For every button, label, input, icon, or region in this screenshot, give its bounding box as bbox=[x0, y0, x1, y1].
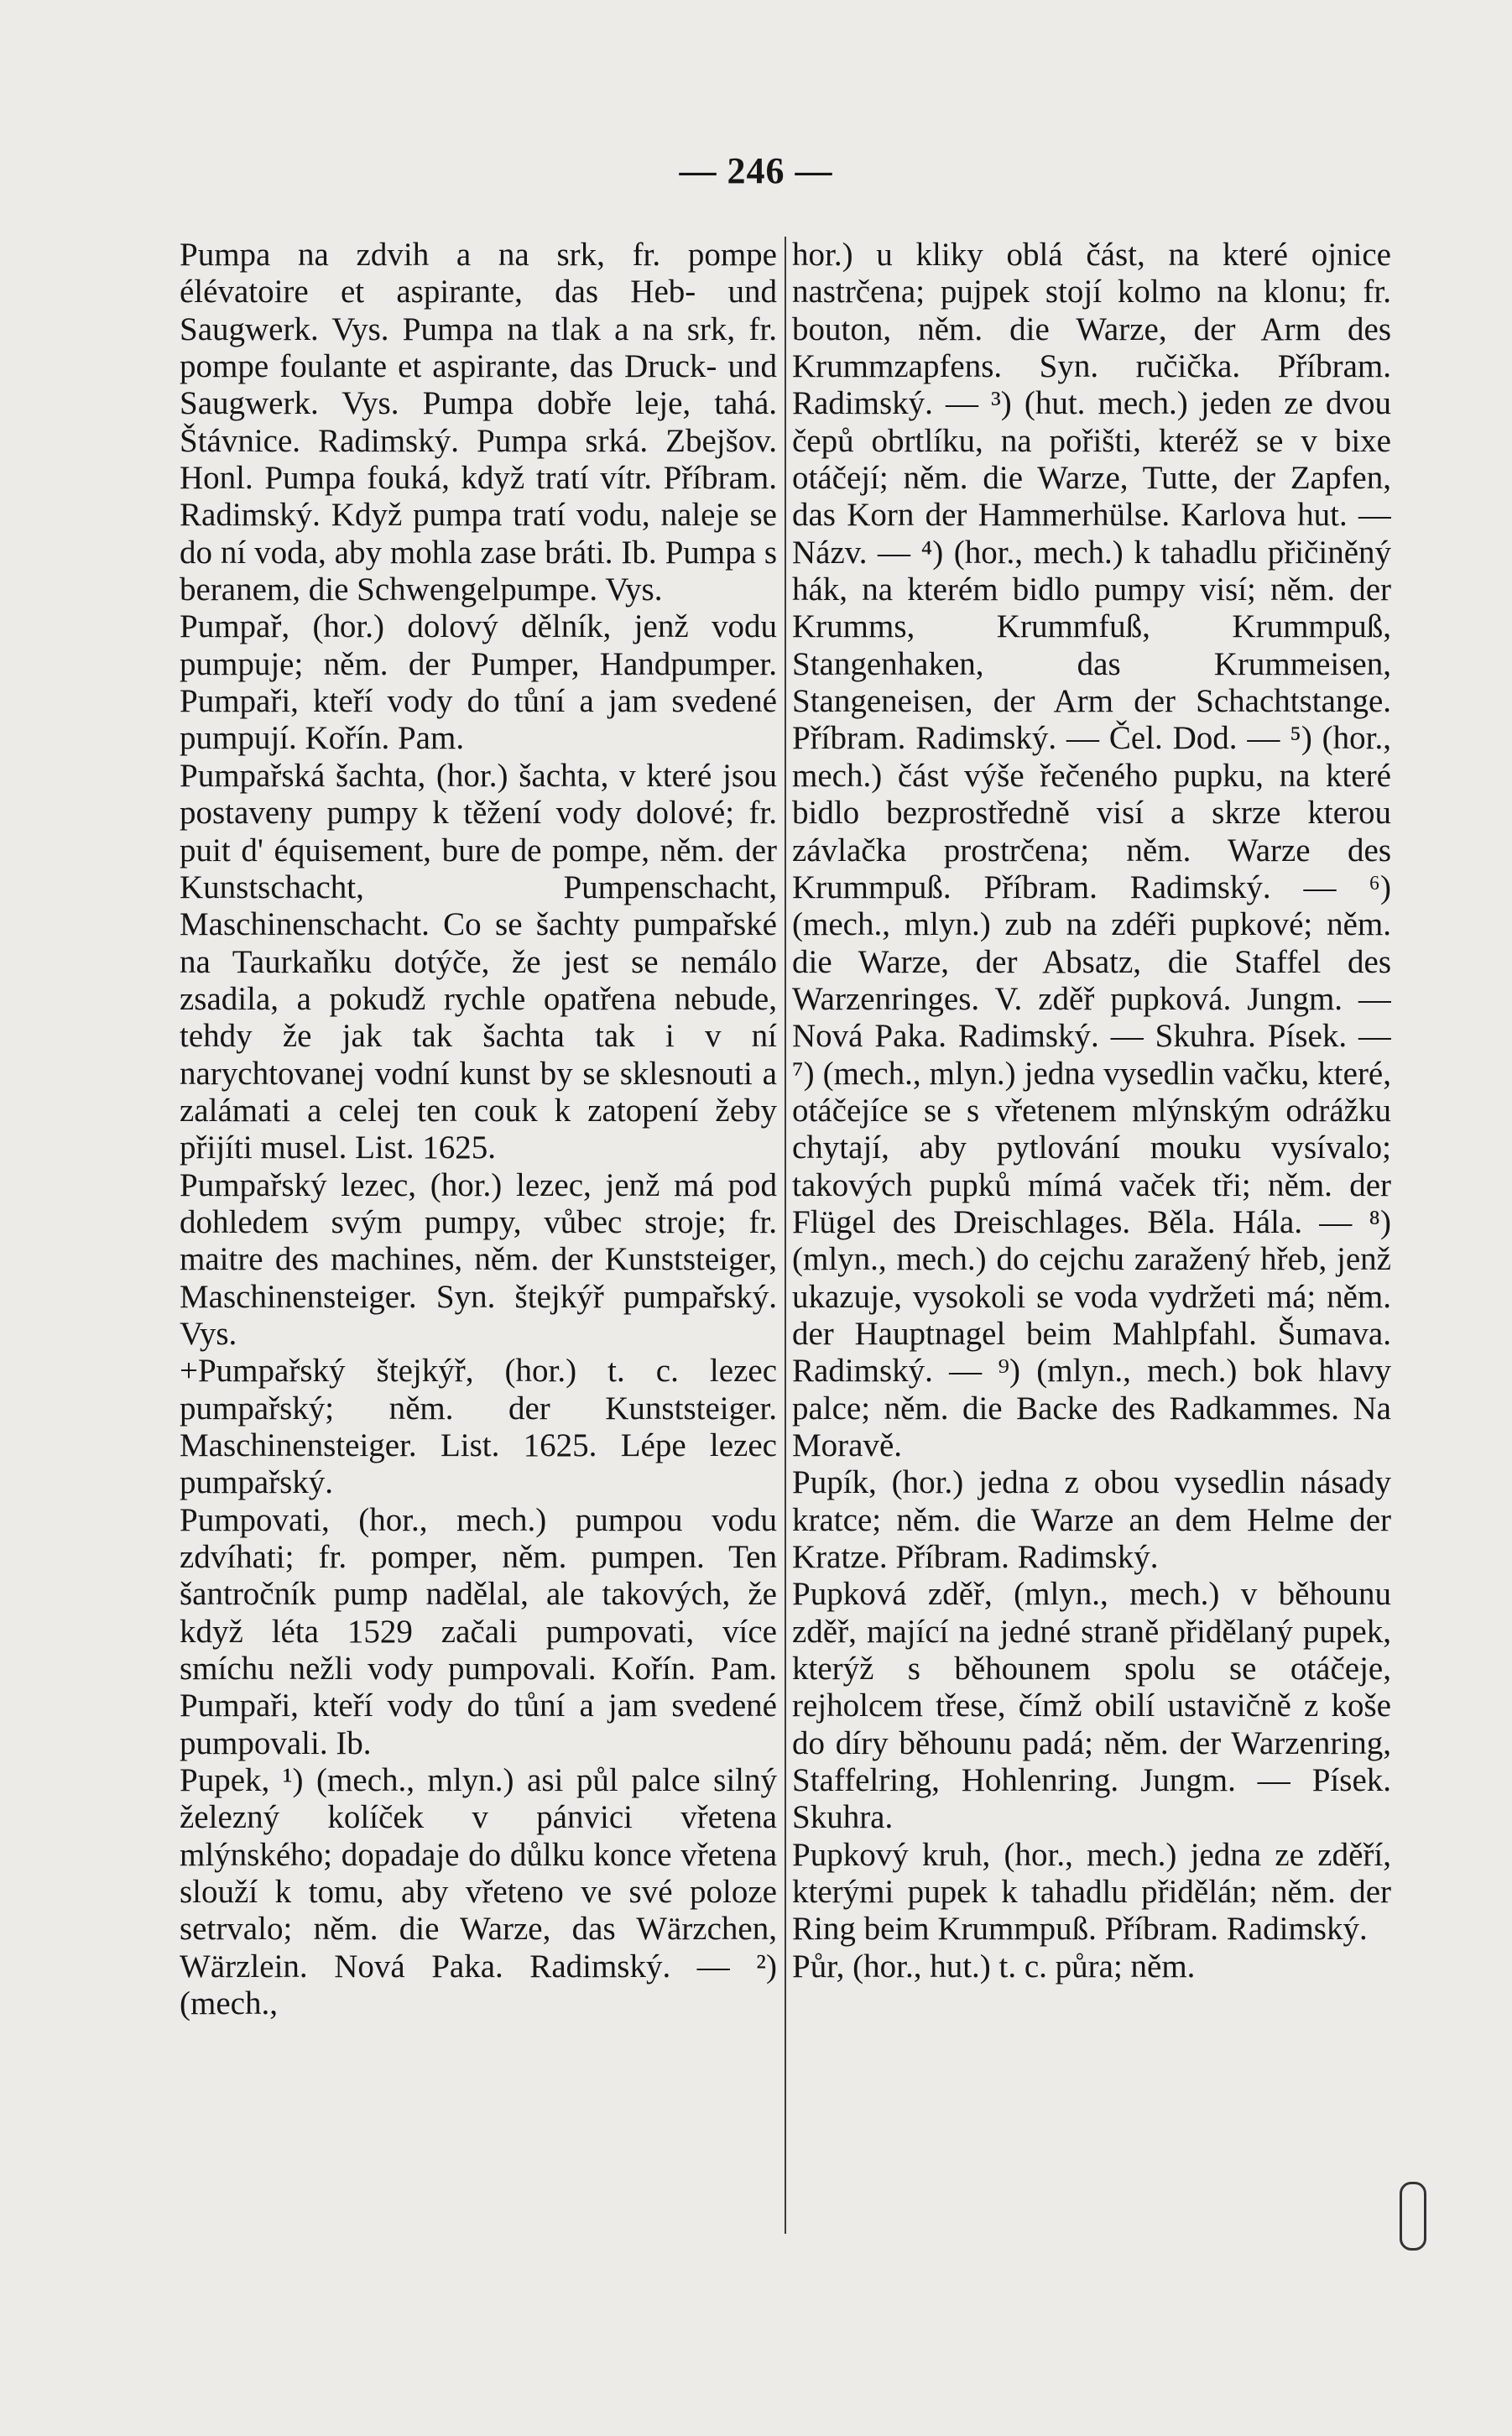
left-column bbox=[180, 237, 777, 2385]
entry-pumparska-sachta: Pumpařská šachta, (hor.) šachta, v které jsou postaveny pumpy k těžení vody dolové; fr. puit d' équisement, bure de pompe, něm. der Kunstschacht, Pumpenschacht, Maschinenschacht. Co se šachty pumpařské na Taurkaňku dotýče, že jest se nemálo zsadila, a pokudž rychle opatřena nebude, tehdy že jak tak šachta tak i v ní narychtovanej vodní kunst by se sklesnouti a zalámati a celej ten couk k zatopení žeby přijíti musel. List. 1625. bbox=[180, 757, 777, 1166]
entry-pumpa-na-zdvih: Pumpa na zdvih a na srk, fr. pompe élévatoire et aspirante, das Heb- und Saugwerk. Vys. Pumpa na tlak a na srk, fr. pompe foulante et aspirante, das Druck- und Saugwerk. Vys. Pumpa dobře leje, tahá. Štávnice. Radimský. Pumpa srká. Zbejšov. Honl. Pumpa fouká, když tratí vítr. Příbram. Radimský. Když pumpa tratí vodu, naleje se do ní voda, aby mohla zase bráti. Ib. Pumpa s beranem, die Schwengelpumpe. Vys. bbox=[180, 237, 777, 608]
entry-pupkovy-kruh: Pupkový kruh, (hor., mech.) jedna ze zděří, kterými pupek k tahadlu přidělán; něm. der Ring beim Krummpuß. Příbram. Radimský. bbox=[792, 1836, 1391, 1948]
entry-pur: Půr, (hor., hut.) t. c. půra; něm. bbox=[792, 1948, 1196, 1985]
margin-bracket-mark bbox=[1400, 2182, 1426, 2251]
column-divider bbox=[785, 237, 786, 2234]
entry-pupek-continued: hor.) u kliky oblá část, na které ojnice nastrčena; pujpek stojí kolmo na klonu; fr. bouton, něm. die Warze, der Arm des Krummzapfens. Syn. ručička. Příbram. Radimský. — ³) (hut. mech.) jeden ze dvou čepů obrtlíku, na pořišti, kteréž se v bixe otáčejí; něm. die Warze, Tutte, der Zapfen, das Korn der Hammerhülse. Karlova hut. — Názv. — ⁴) (hor., mech.) k tahadlu přičiněný hák, na kterém bidlo pumpy visí; něm. der Krumms, Krummfuß, Krummpuß, Stangenhaken, das Krummeisen, Stangeneisen, der Arm der Schachtstange. Příbram. Radimský. — Čel. Dod. — ⁵) (hor., mech.) část výše řečeného pupku, na které bidlo bezprostředně visí a skrze kterou závlačka prostrčena; něm. Warze des Krummpuß. Příbram. Radimský. — ⁶) (mech., mlyn.) zub na zdéři pupkové; něm. die Warze, der Absatz, die Staffel des Warzenringes. V. zděř pupková. Jungm. — Nová Paka. Radimský. — Skuhra. Písek. — ⁷) (mech., mlyn.) jedna vysedlin vačku, které, otáčejíce se s vřetenem mlýnským odrážku chytají, aby pytlování mouku vysívalo; takových pupků mímá vaček tři; něm. der Flügel des Dreischlages. Běla. Hála. — ⁸) (mlyn., mech.) do cejchu zaražený hřeb, jenž ukazuje, vysokoli se voda vydržeti má; něm. der Hauptnagel beim Mahlpfahl. Šumava. Radimský. — ⁹) (mlyn., mech.) bok hlavy palce; něm. die Backe des Radkammes. Na Moravě. bbox=[792, 237, 1391, 1463]
page-number: — 246 — bbox=[679, 150, 833, 191]
entry-pupek: Pupek, ¹) (mech., mlyn.) asi půl palce silný železný kolíček v pánvici vřetena mlýnského; dopadaje do důlku konce vřetena slouží k tomu, aby vřeteno ve své poloze setrvalo; něm. die Warze, das Wärzchen, Wärzlein. Nová Paka. Radimský. — ²) (mech., bbox=[180, 1762, 777, 2022]
entry-pumparsky-stejkyr: +Pumpařský štejkýř, (hor.) t. c. lezec pumpařský; něm. der Kunststeiger. Maschinensteiger. List. 1625. Lépe lezec pumpařský. bbox=[180, 1353, 777, 1501]
entry-pupkova-zder: Pupková zděř, (mlyn., mech.) v běhounu zděř, mající na jedné straně přidělaný pupek, kterýž s běhounem spolu se otáčeje, rejholcem třese, čímž obilí ustavičně z koše do díry běhounu padá; něm. der Warzenring, Staffelring, Hohlenring. Jungm. — Písek. Skuhra. bbox=[792, 1576, 1391, 1836]
entry-pumparsky-lezec: Pumpařský lezec, (hor.) lezec, jenž má pod dohledem svým pumpy, vůbec stroje; fr. maitre des machines, něm. der Kunststeiger, Maschinensteiger. Syn. štejkýř pumpařský. Vys. bbox=[180, 1166, 777, 1352]
entry-pumpar: Pumpař, (hor.) dolový dělník, jenž vodu pumpuje; něm. der Pumper, Handpumper. Pumpaři, kteří vody do tůní a jam svedené pumpují. Kořín. Pam. bbox=[180, 608, 777, 757]
entry-pupik: Pupík, (hor.) jedna z obou vysedlin násady kratce; něm. die Warze an dem Helme der Kratze. Příbram. Radimský. bbox=[792, 1464, 1391, 1576]
entry-pumpovati: Pumpovati, (hor., mech.) pumpou vodu zdvíhati; fr. pomper, něm. pumpen. Ten šantročník pump nadělal, ale takových, že když léta 1529 začali pumpovati, více smíchu nežli vody pumpovali. Kořín. Pam. Pumpaři, kteří vody do tůní a jam svedené pumpovali. Ib. bbox=[180, 1501, 777, 1761]
right-column bbox=[792, 237, 1391, 2385]
